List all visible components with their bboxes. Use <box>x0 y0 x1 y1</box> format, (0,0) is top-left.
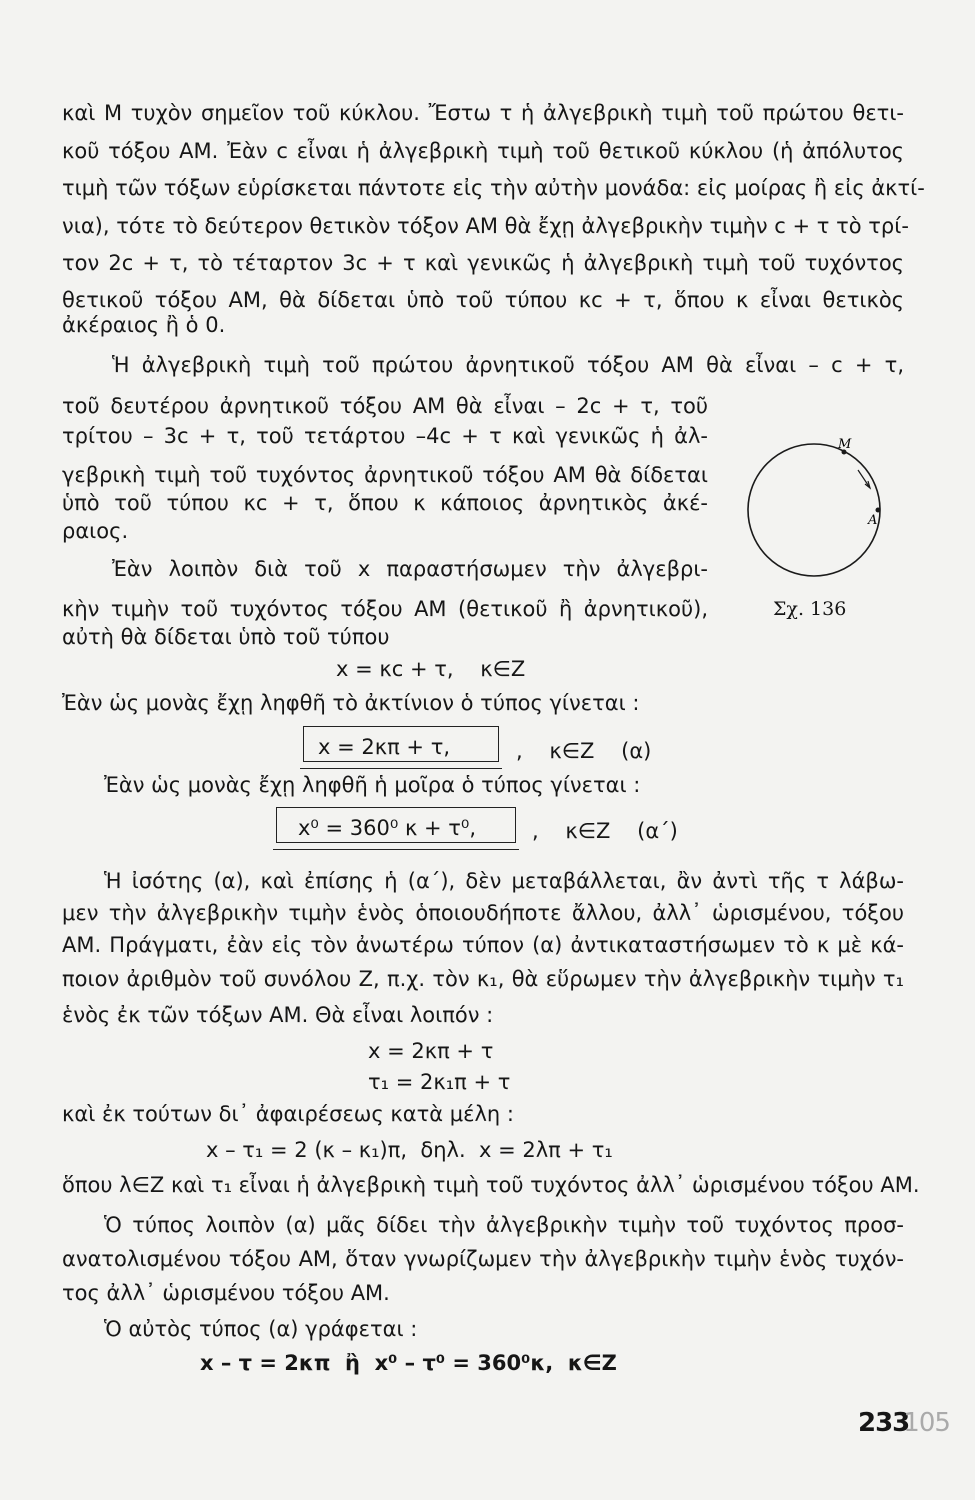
formula-line: x = κc + τ, κ∈Z <box>336 657 526 681</box>
text-line: γεβρικὴ τιμὴ τοῦ τυχόντος ἀρνητικοῦ τόξου ΑΜ θὰ δίδεται <box>62 463 708 487</box>
text-line: Ἐὰν ὡς μονὰς ἔχῃ ληφθῆ ἡ μοῖρα ὁ τύπος γίνεται : <box>104 773 641 797</box>
formula-line: x – τ = 2κπ ἢ x⁰ – τ⁰ = 360⁰κ, κ∈Z <box>200 1351 617 1375</box>
text-line: τιμὴ τῶν τόξων εὑρίσκεται πάντοτε εἰς τὴν αὐτὴν μονάδα: εἰς μοίρας ἢ εἰς ἀκτί- <box>62 176 925 200</box>
text-line: τος ἀλλ᾽ ὡρισμένου τόξου ΑΜ. <box>62 1281 390 1305</box>
formula-line: , κ∈Z (α΄) <box>532 819 678 843</box>
text-line: ἑνὸς ἐκ τῶν τόξων ΑΜ. Θὰ εἶναι λοιπόν : <box>62 1003 494 1027</box>
page-number-ghost: 105 <box>903 1408 950 1438</box>
label-A: A <box>868 513 878 528</box>
text-line: Ἐὰν ὡς μονὰς ἔχῃ ληφθῆ τὸ ἀκτίνιον ὁ τύπος γίνεται : <box>62 691 640 715</box>
text-line: θετικοῦ τόξου ΑΜ, θὰ δίδεται ὑπὸ τοῦ τύπου κc + τ, ὅπου κ εἶναι θετικὸς <box>62 288 904 312</box>
unit-circle <box>748 444 880 576</box>
page-number-main: 233 <box>858 1408 910 1438</box>
text-line: ΑΜ. Πράγματι, ἐὰν εἰς τὸν ἀνωτέρω τύπον (α) ἀντικαταστήσωμεν τὸ κ μὲ κά- <box>62 933 904 957</box>
text-line: τον 2c + τ, τὸ τέταρτον 3c + τ καὶ γενικῶς ἡ ἀλγεβρικὴ τιμὴ τοῦ τυχόντος <box>62 251 904 275</box>
formula-line: τ₁ = 2κ₁π + τ <box>368 1070 511 1094</box>
formula-line: , κ∈Z (α) <box>516 739 652 763</box>
text-line: Ὁ τύπος λοιπὸν (α) μᾶς δίδει τὴν ἀλγεβρικὴν τιμὴν τοῦ τυχόντος προσ- <box>104 1213 904 1237</box>
text-line: ραιος. <box>62 519 129 543</box>
text-line: Ἡ ἰσότης (α), καὶ ἐπίσης ἡ (α΄), δὲν μεταβάλλεται, ἂν ἀντὶ τῆς τ λάβω- <box>104 869 904 893</box>
circle-figure <box>744 430 884 610</box>
formula-line: x – τ₁ = 2 (κ – κ₁)π, δηλ. x = 2λπ + τ₁ <box>206 1138 613 1162</box>
page-number <box>858 1408 950 1438</box>
text-line: ὅπου λ∈Z καὶ τ₁ εἶναι ἡ ἀλγεβρικὴ τιμὴ τοῦ τυχόντος ἀλλ᾽ ὡρισμένου τόξου ΑΜ. <box>62 1173 920 1197</box>
label-M: M <box>838 437 852 452</box>
figure-caption: Σχ. 136 <box>773 598 847 620</box>
text-line: κὴν τιμὴν τοῦ τυχόντος τόξου ΑΜ (θετικοῦ ἢ ἀρνητικοῦ), <box>62 597 708 621</box>
formula-line: x⁰ = 360⁰ κ + τ⁰, <box>298 816 477 840</box>
text-line: Ἡ ἀλγεβρικὴ τιμὴ τοῦ πρώτου ἀρνητικοῦ τόξου ΑΜ θὰ εἶναι – c + τ, <box>112 353 904 377</box>
text-line: ἀκέραιος ἢ ὁ 0. <box>62 313 226 337</box>
formula-line: x = 2κπ + τ, <box>318 735 451 759</box>
formula-line: x = 2κπ + τ <box>368 1039 494 1063</box>
text-line: μεν τὴν ἀλγεβρικὴν τιμὴν ἑνὸς ὁποιουδήποτε ἄλλου, ἀλλ᾽ ὡρισμένου, τόξου <box>62 901 904 925</box>
text-line: ανατολισμένου τόξου ΑΜ, ὅταν γνωρίζωμεν τὴν ἀλγεβρικὴν τιμὴν ἑνὸς τυχόν- <box>62 1247 904 1271</box>
text-line: καὶ ἐκ τούτων δι᾽ ἀφαιρέσεως κατὰ μέλη : <box>62 1102 514 1126</box>
text-line: κοῦ τόξου ΑΜ. Ἐὰν c εἶναι ἡ ἀλγεβρικὴ τιμὴ τοῦ θετικοῦ κύκλου (ἡ ἀπόλυτος <box>62 139 904 163</box>
text-line: ποιον ἀριθμὸν τοῦ συνόλου Z, π.χ. τὸν κ₁, θὰ εὕρωμεν τὴν ἀλγεβρικὴν τιμὴν τ₁ <box>62 967 904 991</box>
text-line: τρίτου – 3c + τ, τοῦ τετάρτου –4c + τ καὶ γενικῶς ἡ ἀλ- <box>62 424 708 448</box>
text-line: αὐτὴ θὰ δίδεται ὑπὸ τοῦ τύπου <box>62 625 390 649</box>
text-line: νια), τότε τὸ δεύτερον θετικὸν τόξον ΑΜ θὰ ἔχῃ ἀλγεβρικὴν τιμὴν c + τ τὸ τρί- <box>62 214 909 238</box>
text-line: τοῦ δευτέρου ἀρνητικοῦ τόξου ΑΜ θὰ εἶναι – 2c + τ, τοῦ <box>62 394 708 418</box>
text-line: Ἐὰν λοιπὸν διὰ τοῦ x παραστήσωμεν τὴν ἀλγεβρι- <box>112 557 708 581</box>
start-point-A <box>876 508 881 513</box>
text-line: Ὁ αὐτὸς τύπος (α) γράφεται : <box>104 1317 418 1341</box>
text-line: ὑπὸ τοῦ τύπου κc + τ, ὅπου κ κάποιος ἀρνητικὸς ἀκέ- <box>62 491 708 515</box>
text-line: καὶ Μ τυχὸν σημεῖον τοῦ κύκλου. Ἔστω τ ἡ ἀλγεβρικὴ τιμὴ τοῦ πρώτου θετι- <box>62 101 904 125</box>
